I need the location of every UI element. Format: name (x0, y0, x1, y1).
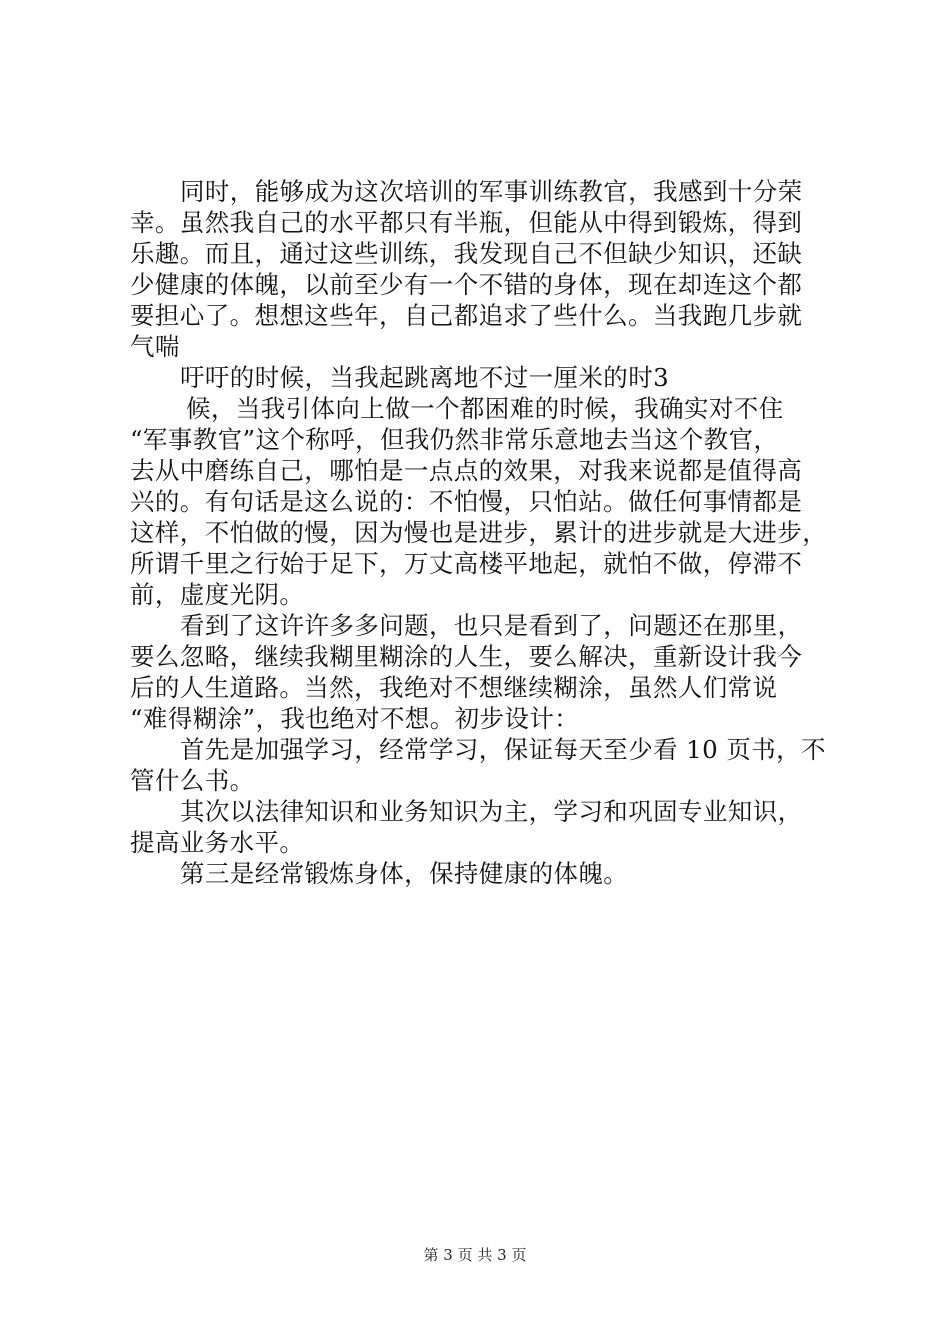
text-line: 这样，不怕做的慢，因为慢也是进步，累计的进步就是大进步， (130, 518, 828, 547)
page-footer (0, 1245, 950, 1265)
text-line: 第三是经常锻炼身体，保持健康的体魄。 (180, 859, 629, 888)
text-line: 吁吁的时候，当我起跳离地不过一厘米的时3 (180, 363, 670, 392)
text-line: 首先是加强学习，经常学习，保证每天至少看 10 页书，不 (180, 735, 826, 764)
page-number-label: 第 3 页 共 3 页 (423, 1246, 527, 1264)
text-line: 少健康的体魄，以前至少有一个不错的身体，现在却连这个都 (130, 270, 803, 299)
text-line: 气喘 (130, 332, 180, 361)
text-line: “军事教官”这个称呼，但我仍然非常乐意地去当这个教官， (130, 425, 779, 454)
text-line: 幸。虽然我自己的水平都只有半瓶，但能从中得到锻炼，得到 (130, 208, 803, 237)
text-line: 去从中磨练自己，哪怕是一点点的效果，对我来说都是值得高 (130, 456, 803, 485)
text-line: 兴的。有句话是这么说的：不怕慢，只怕站。做任何事情都是 (130, 487, 803, 516)
document-body (130, 176, 830, 889)
text-line: 同时，能够成为这次培训的军事训练教官，我感到十分荣 (180, 177, 803, 206)
text-line: 其次以法律知识和业务知识为主，学习和巩固专业知识， (180, 797, 803, 826)
text-line: 后的人生道路。当然，我绝对不想继续糊涂，虽然人们常说 (130, 673, 778, 702)
text-line: 所谓千里之行始于足下，万丈高楼平地起，就怕不做，停滞不 (130, 549, 803, 578)
text-line: 候，当我引体向上做一个都困难的时候，我确实对不住 (186, 394, 784, 423)
text-line: 要么忽略，继续我糊里糊涂的人生，要么解决，重新设计我今 (130, 642, 803, 671)
text-line: 看到了这许许多多问题，也只是看到了，问题还在那里， (180, 611, 803, 640)
text-line: 前，虚度光阴。 (130, 580, 305, 609)
text-line: 提高业务水平。 (130, 828, 305, 857)
text-line: 乐趣。而且，通过这些训练，我发现自己不但缺少知识，还缺 (130, 239, 803, 268)
text-line: 要担心了。想想这些年，自己都追求了些什么。当我跑几步就 (130, 301, 803, 330)
text-line: 管什么书。 (130, 766, 255, 795)
text-line: “难得糊涂”，我也绝对不想。初步设计： (130, 704, 580, 733)
